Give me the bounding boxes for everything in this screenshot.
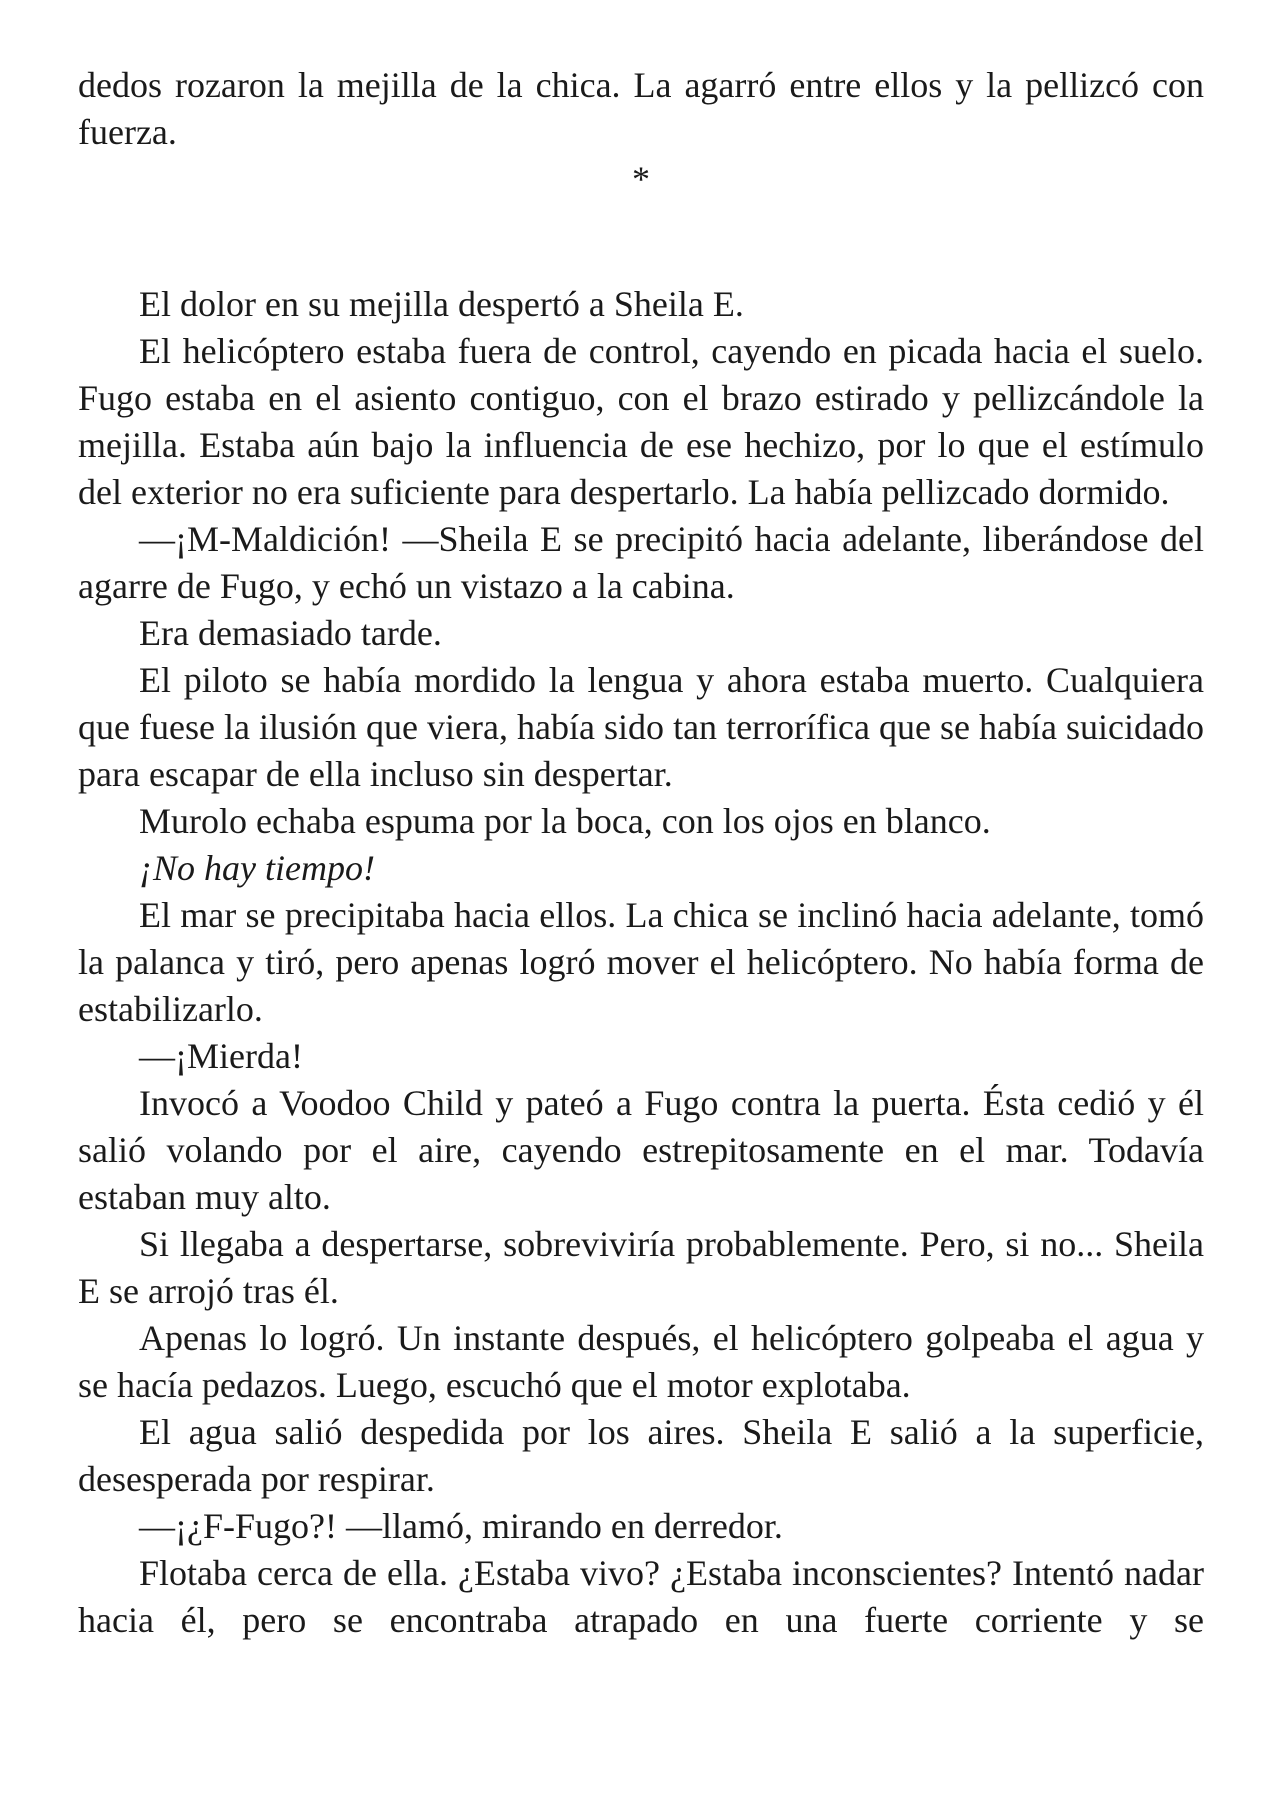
paragraph-8: ¡No hay tiempo!	[139, 848, 375, 888]
paragraph-6: El piloto se había mordido la lengua y ahora estaba muerto. Cualquiera que fuese la ilusión que viera, había sido tan terrorífica que se había suicidado para escapar de ella incluso sin despertar.	[78, 660, 1204, 794]
paragraph-12: Si llegaba a despertarse, sobreviviría probablemente. Pero, si no... Sheila E se arrojó tras él.	[78, 1224, 1204, 1311]
paragraph-9: El mar se precipitaba hacia ellos. La chica se inclinó hacia adelante, tomó la palanca y tiró, pero apenas logró mover el helicóptero. No había forma de estabilizarlo.	[78, 895, 1204, 1029]
book-page	[78, 62, 1204, 1644]
paragraph-15: —¡¿F-Fugo?! —llamó, mirando en derredor.	[139, 1506, 783, 1546]
paragraph-2: El dolor en su mejilla despertó a Sheila E.	[139, 284, 744, 324]
paragraph-1: dedos rozaron la mejilla de la chica. La agarró entre ellos y la pellizcó con fuerza.	[78, 65, 1204, 152]
paragraph-11: Invocó a Voodoo Child y pateó a Fugo contra la puerta. Ésta cedió y él salió volando por el aire, cayendo estrepitosamente en el mar. Todavía estaban muy alto.	[78, 1083, 1204, 1217]
paragraph-3: El helicóptero estaba fuera de control, cayendo en picada hacia el suelo. Fugo estaba en el asiento contiguo, con el brazo estirado y pellizcándole la mejilla. Estaba aún bajo la influencia de ese hechizo, por lo que el estímulo del exterior no era suficiente para despertarlo. La había pellizcado dormido.	[78, 331, 1204, 512]
paragraph-7: Murolo echaba espuma por la boca, con los ojos en blanco.	[139, 801, 991, 841]
paragraph-10: —¡Mierda!	[139, 1036, 303, 1076]
paragraph-13: Apenas lo logró. Un instante después, el helicóptero golpeaba el agua y se hacía pedazos. Luego, escuchó que el motor explotaba.	[78, 1318, 1204, 1405]
paragraph-4: —¡M-Maldición! —Sheila E se precipitó hacia adelante, liberándose del agarre de Fugo, y echó un vistazo a la cabina.	[78, 519, 1204, 606]
paragraph-16: Flotaba cerca de ella. ¿Estaba vivo? ¿Estaba inconscientes? Intentó nadar hacia él, pero se encontraba atrapado en una fuerte corriente y se	[78, 1553, 1204, 1640]
paragraph-5: Era demasiado tarde.	[139, 613, 442, 653]
paragraph-14: El agua salió despedida por los aires. Sheila E salió a la superficie, desesperada por respirar.	[78, 1412, 1204, 1499]
section-separator: *	[632, 159, 650, 199]
